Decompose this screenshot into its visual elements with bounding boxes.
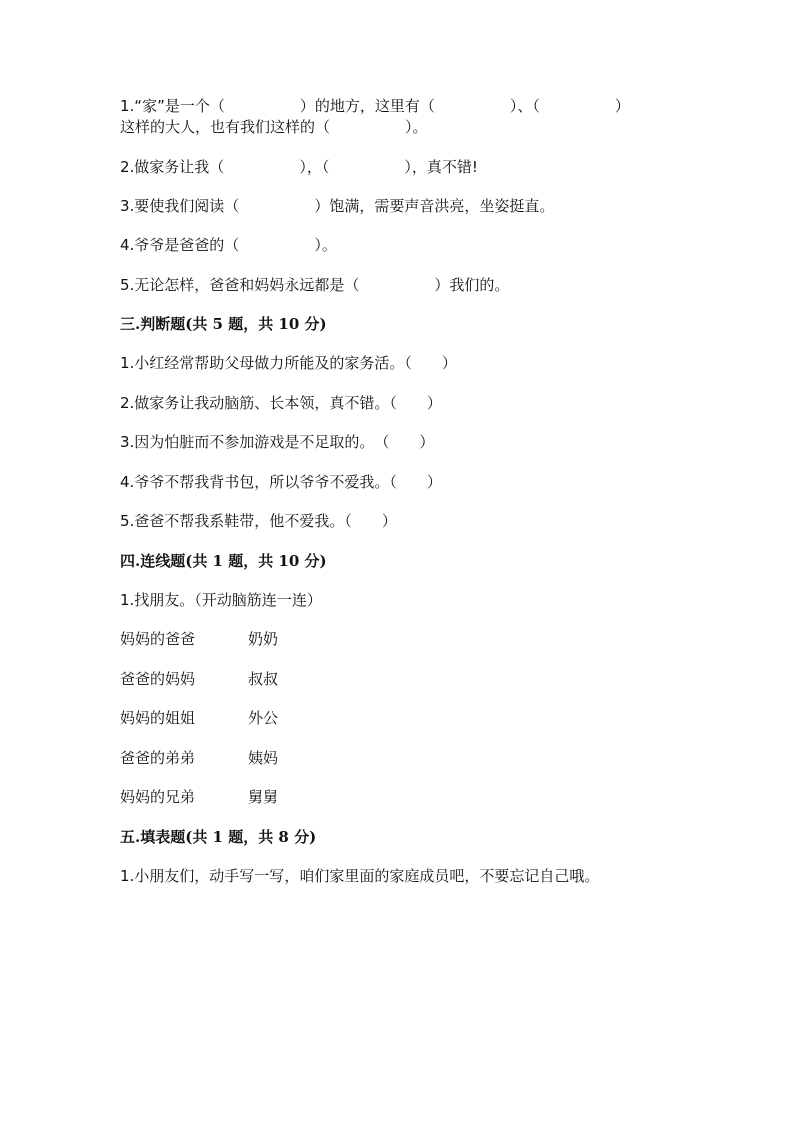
matching-right-item: 叔叔 (248, 670, 279, 688)
matching-left-item: 爸爸的妈妈 (120, 670, 196, 688)
matching-left-item: 妈妈的兄弟 (120, 788, 196, 806)
judge-question-1: 1.小红经常帮助父母做力所能及的家务活。（ ） (120, 354, 457, 372)
matching-left-item: 妈妈的姐姐 (120, 709, 196, 727)
judge-question-4: 4.爷爷不帮我背书包，所以爷爷不爱我。（ ） (120, 473, 442, 491)
table-fill-question: 1.小朋友们，动手写一写，咱们家里面的家庭成员吧，不要忘记自己哦。 (120, 867, 600, 885)
matching-left-item: 妈妈的爸爸 (120, 630, 196, 648)
fill-question-2: 2.做家务让我（ ），（ ），真不错! (120, 158, 478, 176)
judge-question-2: 2.做家务让我动脑筋、长本领，真不错。（ ） (120, 394, 442, 412)
fill-question-5: 5.无论怎样，爸爸和妈妈永远都是（ ）我们的。 (120, 276, 510, 294)
matching-right-item: 姨妈 (248, 749, 279, 767)
matching-left-item: 爸爸的弟弟 (120, 749, 196, 767)
matching-right-item: 奶奶 (248, 630, 279, 648)
judge-question-5: 5.爸爸不帮我系鞋带，他不爱我。（ ） (120, 512, 397, 530)
matching-right-item: 外公 (248, 709, 279, 727)
fill-question-3: 3.要使我们阅读（ ）饱满，需要声音洪亮，坐姿挺直。 (120, 197, 555, 215)
fill-question-1-line-1: 1.“家”是一个（ ）的地方，这里有（ ）、（ ） (120, 97, 630, 115)
section-heading-table-fill: 五.填表题(共 1 题，共 8 分) (120, 828, 317, 846)
fill-question-4: 4.爷爷是爸爸的（ ）。 (120, 236, 337, 254)
section-heading-matching: 四.连线题(共 1 题，共 10 分) (120, 552, 327, 570)
judge-question-3: 3.因为怕脏而不参加游戏是不足取的。 （ ） (120, 433, 435, 451)
matching-right-item: 舅舅 (248, 788, 279, 806)
matching-question: 1.找朋友。（开动脑筋连一连） (120, 591, 322, 609)
section-heading-judge: 三.判断题(共 5 题，共 10 分) (120, 315, 327, 333)
fill-question-1-line-2: 这样的大人，也有我们这样的（ ）。 (120, 118, 428, 136)
